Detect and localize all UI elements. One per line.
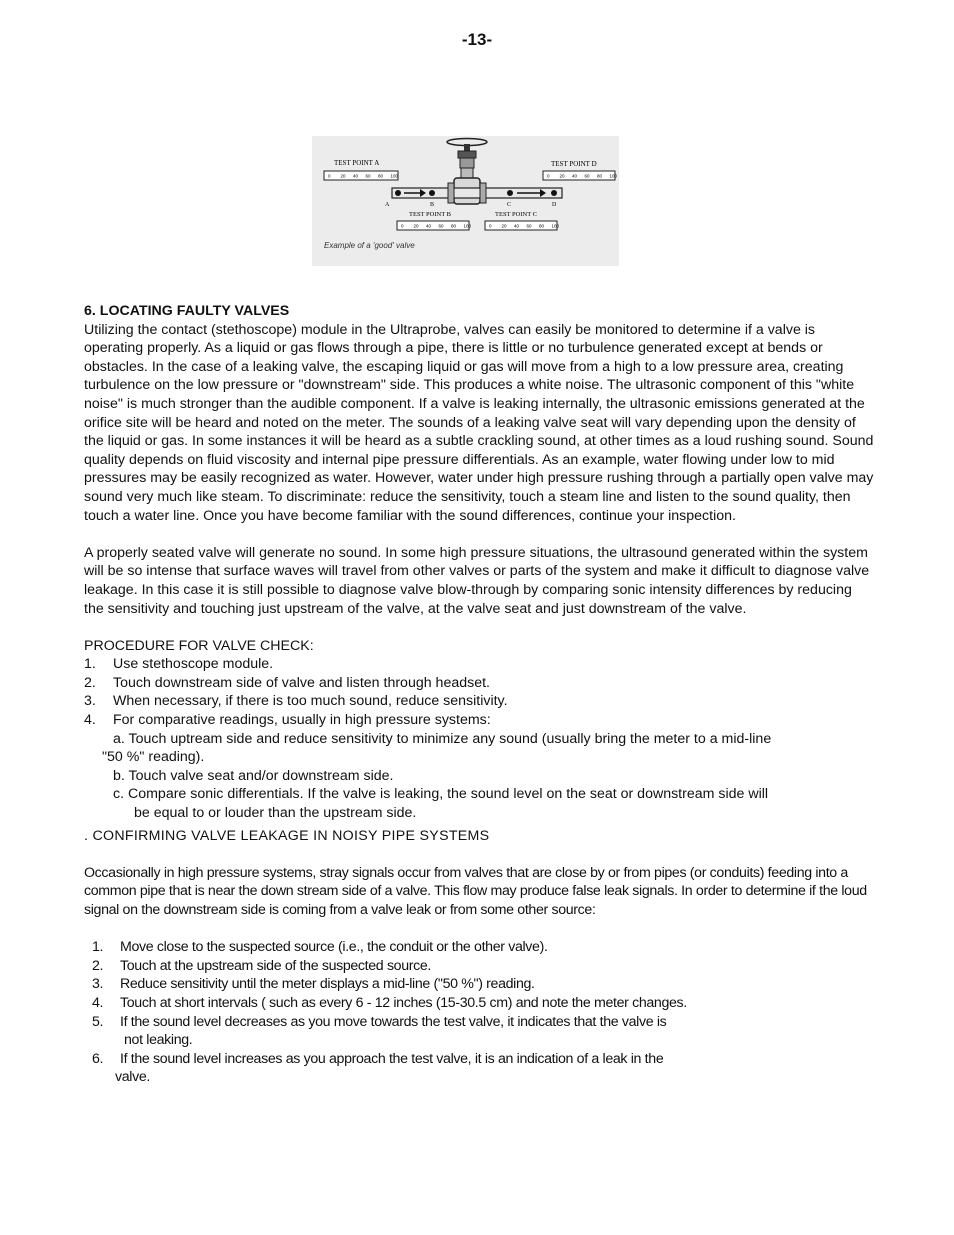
- scale-tick-label: 100: [390, 173, 399, 179]
- scale-tick-label: 60: [365, 173, 371, 179]
- scale-tick-label: 40: [572, 173, 578, 179]
- scale-tick-label: 80: [597, 173, 603, 179]
- valve-diagram: [312, 136, 619, 266]
- list-item: 3. When necessary, if there is too much sound, reduce sensitivity.: [84, 693, 508, 710]
- test-point-d-label: TEST POINT D: [551, 160, 597, 168]
- list-item: 2. Touch at the upstream side of the suspected source.: [92, 957, 432, 974]
- point-a-label: A: [385, 202, 390, 208]
- scale-tick-label: 80: [451, 223, 457, 229]
- test-point-a-label: TEST POINT A: [334, 159, 380, 167]
- test-point-c-label: TEST POINT C: [495, 211, 538, 218]
- valve-diagram-svg: [312, 136, 619, 266]
- sub-step-c-cont: be equal to or louder than the upstream side.: [134, 805, 417, 822]
- scale-tick-label: 80: [539, 223, 545, 229]
- paragraph-intro: Utilizing the contact (stethoscope) module in the Ultraprobe, valves can easily be monitored to determine if a valve is operating properly. As a liquid or gas flows through a pipe, there is little or no turbulence generated except at bends or obstacles. In the case of a leaking valve, the escaping liquid or gas will move from a high to a low pressure area, creating turbulence on the low pressure or "downstream" side. This produces a white noise. The ultrasonic component of this "white noise" is much stronger than the audible component. If a valve is leaking internally, the ultrasonic emissions generated at the orifice site will be heard and noted on the meter. The sounds of a leaking valve seat will vary depending upon the density of the liquid or gas. In some instances it will be heard as a subtle crackling sound, at other times as a loud rushing sound. Sound quality depends on fluid viscosity and internal pipe pressure differentials. As an example, water flowing under low to mid pressures may be easily recognized as water. However, water under high pressure rushing through a partially open valve may sound very much like steam. To discriminate: reduce the sensitivity, touch a steam line and listen to the sound quality, then touch a water line. Once you have become familiar with the sound differences, continue your inspection.: [84, 321, 874, 524]
- section-heading: 6. LOCATING FAULTY VALVES: [84, 303, 290, 319]
- meter-scale-c: [485, 221, 560, 230]
- scale-tick-label: 20: [413, 223, 419, 229]
- list-item: 4. For comparative readings, usually in high pressure systems:: [84, 712, 491, 729]
- procedure-title: PROCEDURE FOR VALVE CHECK:: [84, 637, 314, 654]
- list-item: 1. Move close to the suspected source (i.e., the conduit or the other valve).: [92, 939, 548, 956]
- point-b-label: B: [430, 202, 435, 208]
- scale-tick-label: 80: [378, 173, 384, 179]
- meter-scale-a: [324, 171, 399, 180]
- sub-step-c: c. Compare sonic differentials. If the valve is leaking, the sound level on the seat or downstream side will: [113, 786, 769, 803]
- step-6-cont: valve.: [115, 1069, 150, 1086]
- scale-tick-label: 100: [463, 223, 472, 229]
- scale-tick-label: 60: [438, 223, 444, 229]
- noisy-steps-list: [84, 938, 874, 1031]
- list-item: 2. Touch downstream side of valve and listen through headset.: [84, 674, 490, 691]
- section-content: [84, 302, 874, 1087]
- point-d-label: D: [552, 202, 557, 208]
- point-c-label: C: [507, 202, 512, 208]
- list-item: 1. Use stethoscope module.: [84, 656, 274, 673]
- paragraph-seated-valve: A properly seated valve will generate no sound. In some high pressure situations, the ultrasound generated within the system will be so intense that surface waves will travel from other valves or parts of the system and make it difficult to diagnose valve leakage. In this case it is still possible to diagnose valve blow-through by comparing sonic intensity differences by reducing the sensitivity and touching just upstream of the valve, at the valve seat and just downstream of the valve.: [84, 544, 870, 617]
- scale-tick-label: 0: [401, 223, 404, 229]
- scale-tick-label: 20: [501, 223, 507, 229]
- sub-step-a-cont: "50 %" reading).: [102, 749, 205, 766]
- scale-tick-label: 20: [559, 173, 565, 179]
- list-item: 5. If the sound level decreases as you move towards the test valve, it indicates that the valve is: [92, 1013, 667, 1030]
- figure-caption: Example of a 'good' valve: [324, 241, 415, 250]
- scale-tick-label: 40: [426, 223, 432, 229]
- scale-tick-label: 0: [328, 173, 331, 179]
- paragraph-noisy-systems: Occasionally in high pressure systems, stray signals occur from valves that are close by or from pipes (or conduits) feeding into a common pipe that is near the down stream side of a valve. This flow may produce false leak signals. In order to determine if the loud signal on the downstream side is coming from a valve leak or from some other source:: [84, 864, 867, 918]
- noisy-steps-list-end: [84, 1050, 874, 1069]
- meter-scale-d: [543, 171, 618, 180]
- meter-scale-b: [397, 221, 472, 230]
- sub-step-b: b. Touch valve seat and/or downstream side.: [113, 767, 394, 784]
- scale-tick-label: 0: [489, 223, 492, 229]
- scale-tick-label: 40: [514, 223, 520, 229]
- scale-tick-label: 60: [526, 223, 532, 229]
- page-number: -13-: [461, 30, 493, 49]
- scale-tick-label: 40: [353, 173, 359, 179]
- confirm-heading: . CONFIRMING VALVE LEAKAGE IN NOISY PIPE SYSTEMS: [84, 827, 490, 844]
- scale-tick-label: 100: [609, 173, 618, 179]
- scale-tick-label: 0: [547, 173, 550, 179]
- sub-steps: [84, 730, 874, 823]
- test-point-b-label: TEST POINT B: [409, 211, 452, 218]
- list-item: 3. Reduce sensitivity until the meter displays a mid-line ("50 %") reading.: [92, 976, 535, 993]
- list-item: 4. Touch at short intervals ( such as every 6 - 12 inches (15-30.5 cm) and note the meter changes.: [92, 994, 687, 1011]
- scale-tick-label: 60: [584, 173, 590, 179]
- sub-step-a: a. Touch uptream side and reduce sensitivity to minimize any sound (usually bring the meter to a mid-line: [113, 730, 772, 747]
- list-item: 6. If the sound level increases as you approach the test valve, it is an indication of a leak in the: [92, 1050, 664, 1067]
- scale-tick-label: 100: [551, 223, 560, 229]
- step-5-cont: not leaking.: [124, 1032, 193, 1049]
- procedure-list: [84, 655, 874, 729]
- scale-tick-label: 20: [340, 173, 346, 179]
